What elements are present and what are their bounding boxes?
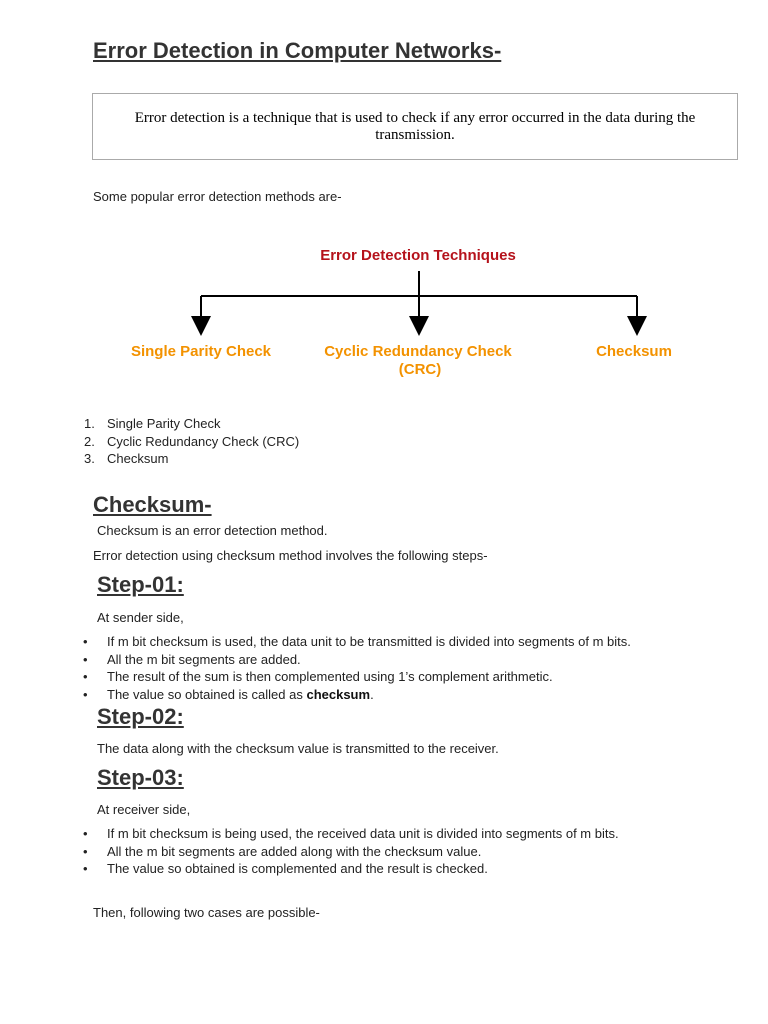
list-item: • All the m bit segments are added.	[83, 651, 301, 667]
list-item: 2. Cyclic Redundancy Check (CRC)	[84, 433, 300, 449]
step-01-list	[0, 633, 768, 703]
list-item: • If m bit checksum is used, the data unit to be transmitted is divided into segments of m bits.	[83, 634, 631, 649]
checksum-definition: Checksum is an error detection method.	[97, 523, 328, 538]
step-01-heading: Step-01:	[97, 572, 184, 597]
step-03-list	[0, 825, 768, 878]
list-item: 1. Single Parity Check	[84, 416, 221, 431]
diagram-root-label: Error Detection Techniques	[320, 247, 516, 264]
list-item: • If m bit checksum is being used, the received data unit is divided into segments of m bits.	[83, 826, 619, 841]
step-01-intro: At sender side,	[97, 610, 184, 625]
list-item: • The value so obtained is called as checksum.	[83, 686, 374, 702]
methods-list	[0, 415, 768, 468]
diagram-child-crc-abbrev: (CRC)	[398, 361, 442, 378]
list-item: • The result of the sum is then complemented using 1’s complement arithmetic.	[83, 669, 553, 685]
step-03-intro: At receiver side,	[97, 802, 191, 817]
diagram-child-checksum: Checksum	[596, 343, 672, 360]
list-item: • All the m bit segments are added along with the checksum value.	[83, 843, 482, 859]
checksum-term: checksum	[306, 686, 371, 702]
step-02-heading: Step-02:	[97, 704, 184, 729]
definition-box	[92, 93, 738, 160]
list-item: • The value so obtained is complemented and the result is checked.	[83, 861, 488, 877]
step-03-heading: Step-03:	[97, 765, 184, 790]
page-title: Error Detection in Computer Networks-	[93, 38, 502, 63]
intro-text: Some popular error detection methods are-	[93, 189, 342, 204]
error-detection-diagram	[100, 236, 700, 381]
checksum-heading: Checksum-	[93, 492, 212, 517]
step-02-text: The data along with the checksum value is transmitted to the receiver.	[97, 741, 499, 756]
definition-text: Error detection is a technique that is used to check if any error occurred in the data during the transmission.	[134, 109, 696, 143]
list-item: 3. Checksum	[84, 451, 169, 467]
closing-text: Then, following two cases are possible-	[93, 905, 320, 920]
diagram-child-crc: Cyclic Redundancy Check	[324, 343, 512, 360]
checksum-steps-intro: Error detection using checksum method involves the following steps-	[93, 548, 488, 563]
diagram-child-single-parity: Single Parity Check	[130, 343, 272, 360]
